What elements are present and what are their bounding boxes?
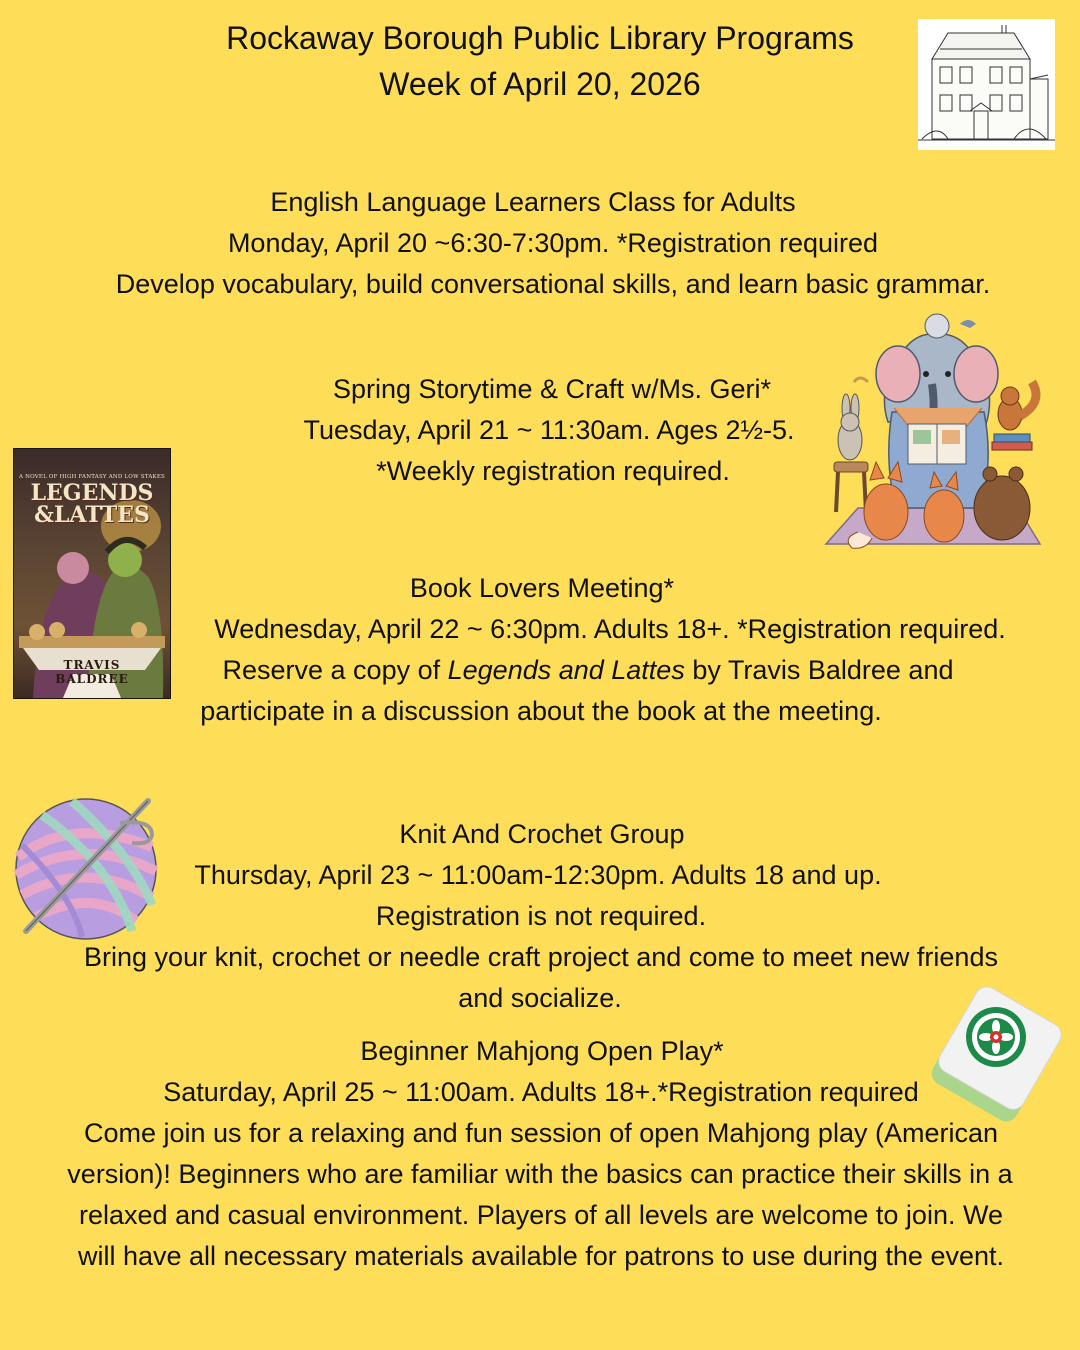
page-subtitle-week: Week of April 20, 2026 (379, 66, 701, 102)
event-booklovers-desc-pre: Reserve a copy of (222, 655, 448, 685)
event-mahjong-desc-line2: version)! Beginners who are familiar with the basics can practice their skills in a (67, 1159, 1013, 1189)
book-cover-author-line2: BALDREE (55, 672, 129, 686)
event-booklovers-desc-line2: participate in a discussion about the book at the meeting. (200, 696, 882, 726)
book-cover-title-line1: LEGENDS (30, 480, 154, 506)
event-knit-desc-line3: and socialize. (458, 983, 622, 1013)
event-mahjong-when: Saturday, April 25 ~ 11:00am. Adults 18+.*Registration required (163, 1077, 919, 1107)
event-mahjong-name: Beginner Mahjong Open Play* (360, 1036, 724, 1066)
event-booklovers-book-title: Legends and Lattes (447, 655, 685, 685)
event-booklovers-name: Book Lovers Meeting* (409, 573, 675, 603)
event-storytime-when: Tuesday, April 21 ~ 11:30am. Ages 2½-5. (303, 415, 795, 445)
book-cover-title-line2: &LATTES (34, 502, 150, 528)
event-mahjong-desc-line3: relaxed and casual environment. Players of all levels are welcome to join. We (79, 1200, 1003, 1230)
event-mahjong-desc-line1: Come join us for a relaxing and fun session of open Mahjong play (American (83, 1118, 998, 1148)
event-ell-name: English Language Learners Class for Adults (270, 187, 796, 217)
book-cover-tagline: A NOVEL OF HIGH FANTASY AND LOW STAKES (18, 474, 166, 480)
page-title: Rockaway Borough Public Library Programs (226, 20, 854, 56)
event-knit-name: Knit And Crochet Group (399, 819, 685, 849)
event-storytime-name: Spring Storytime & Craft w/Ms. Geri* (332, 374, 772, 404)
event-knit-desc-line1: Registration is not required. (375, 901, 707, 931)
event-ell-when: Monday, April 20 ~6:30-7:30pm. *Registration required (227, 228, 879, 258)
event-ell-desc: Develop vocabulary, build conversational skills, and learn basic grammar. (115, 269, 991, 299)
event-knit-desc-line2: Bring your knit, crochet or needle craft project and come to meet new friends (84, 942, 998, 972)
book-cover-author-line1: TRAVIS (63, 658, 121, 672)
event-booklovers-desc-line1 (48, 650, 1080, 691)
storytime-elephant-illustration (818, 312, 1048, 556)
event-booklovers-desc-post: by Travis Baldree and (684, 655, 954, 685)
event-booklovers-when: Wednesday, April 22 ~ 6:30pm. Adults 18+. *Registration required. (214, 614, 1006, 644)
event-mahjong-desc-line4: will have all necessary materials available for patrons to use during the event. (78, 1241, 1004, 1271)
event-storytime-desc: *Weekly registration required. (376, 456, 730, 486)
library-building-illustration (918, 19, 1055, 150)
event-knit-when: Thursday, April 23 ~ 11:00am-12:30pm. Adults 18 and up. (194, 860, 882, 890)
